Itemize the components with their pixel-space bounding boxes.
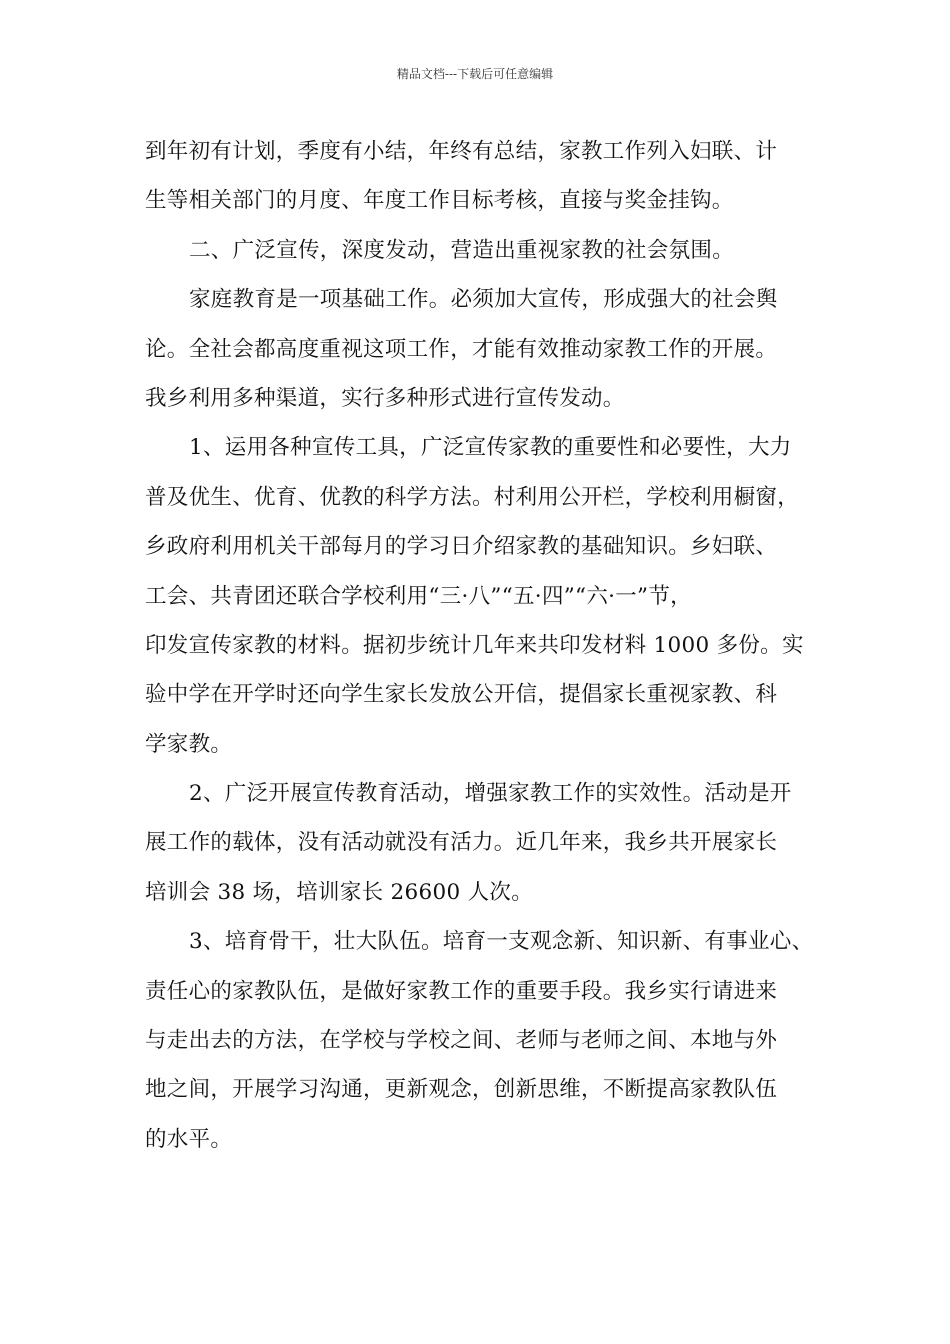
text-line: 我乡利用多种渠道，实行多种形式进行宣传发动。 [145,385,625,411]
text-line: 3、培育骨干，壮大队伍。培育一支观念新、知识新、有事业心、 [189,929,814,955]
text-line: 家庭教育是一项基础工作。必须加大宣传，形成强大的社会舆 [189,287,778,313]
text-line: 的水平。 [145,1126,233,1152]
text-line: 2、广泛开展宣传教育活动，增强家教工作的实效性。活动是开 [189,781,792,807]
text-line: 印发宣传家教的材料。据初步统计几年来共印发材料 1000 多份。实 [145,632,804,658]
text-line: 乡政府利用机关干部每月的学习日介绍家教的基础知识。乡妇联、 [145,534,778,560]
text-line: 学家教。 [145,731,233,757]
text-line: 普及优生、优育、优教的科学方法。村利用公开栏，学校利用橱窗， [145,484,800,510]
text-line: 地之间，开展学习沟通，更新观念，创新思维，不断提高家教队伍 [145,1077,778,1103]
text-line: 二、广泛宣传，深度发动，营造出重视家教的社会氛围。 [189,237,735,263]
text-line: 到年初有计划，季度有小结，年终有总结，家教工作列入妇联、计 [145,139,778,164]
text-line: 培训会 38 场，培训家长 26600 人次。 [145,879,533,905]
text-line: 论。全社会都高度重视这项工作，才能有效推动家教工作的开展。 [145,336,778,362]
text-line: 生等相关部门的月度、年度工作目标考核，直接与奖金挂钩。 [145,188,734,214]
text-line: 责任心的家教队伍，是做好家教工作的重要手段。我乡实行请进来 [145,978,778,1004]
document-body [145,127,815,1164]
page-header: 精品文档---下载后可任意编辑 [396,67,554,81]
text-line: 验中学在开学时还向学生家长发放公开信，提倡家长重视家教、科 [145,682,778,708]
text-line: 1、运用各种宣传工具，广泛宣传家教的重要性和必要性，大力 [189,435,792,461]
text-line: 展工作的载体，没有活动就没有活力。近几年来，我乡共开展家长 [145,830,778,856]
text-line: 与走出去的方法，在学校与学校之间、老师与老师之间、本地与外 [145,1028,778,1054]
text-line: 工会、共青团还联合学校利用“三·八”“五·四”“六·一”节， [145,583,692,609]
